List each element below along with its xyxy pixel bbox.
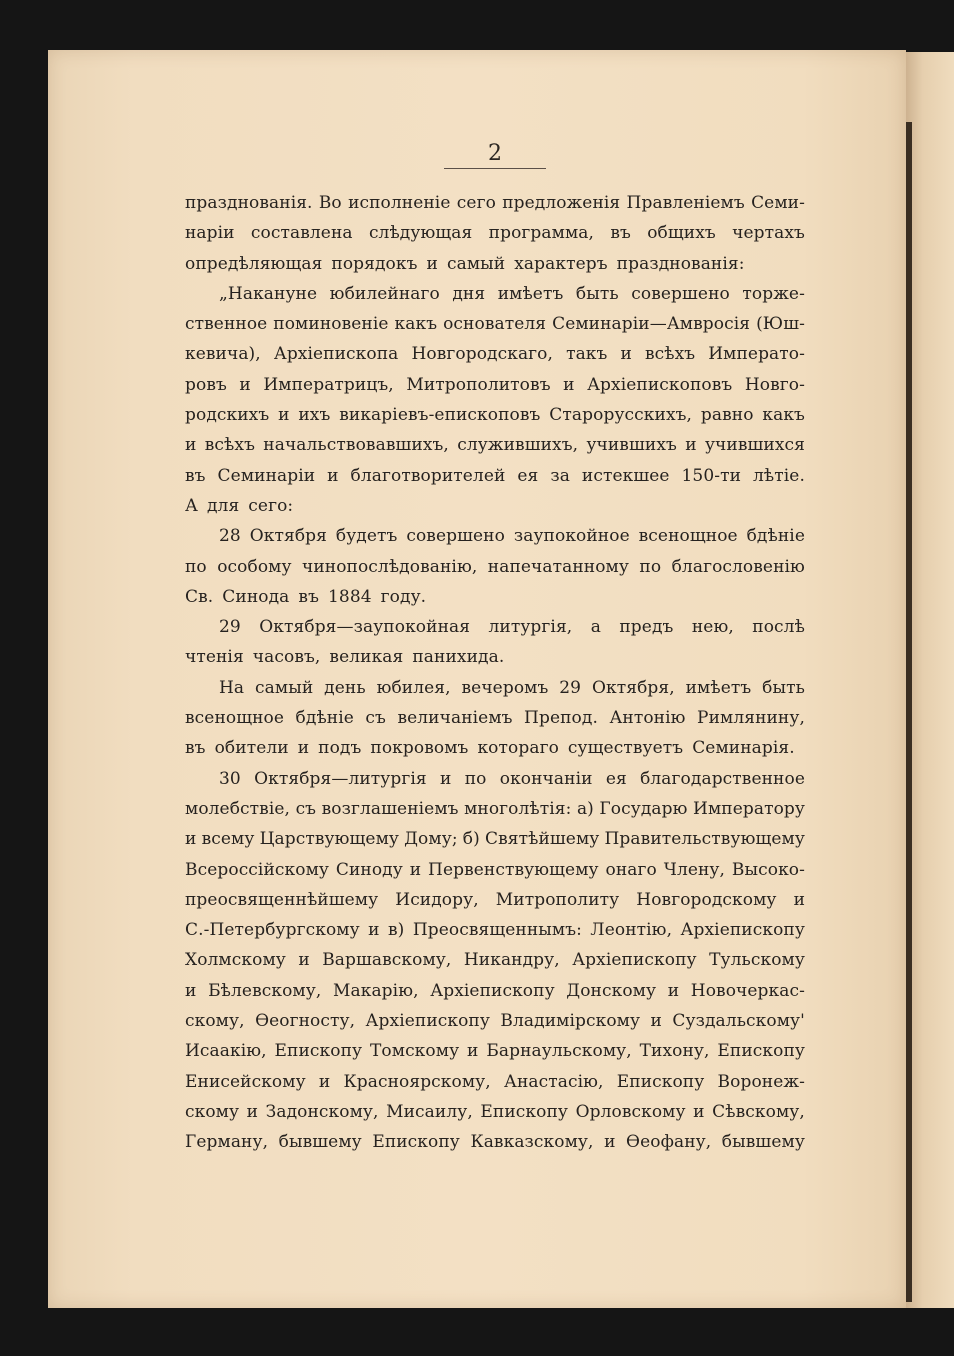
text-line: 30 Октября—литургія и по окончаніи ея благодарственное	[219, 768, 805, 789]
text-line: кевича), Архіепископа Новгородскаго, такъ и всѣхъ Императо-	[185, 344, 805, 365]
text-line: родскихъ и ихъ викаріевъ-епископовъ Старорусскихъ, равно какъ	[185, 405, 805, 426]
text-line: всенощное бдѣніе съ величаніемъ Препод. Антонію Римлянину,	[185, 708, 805, 729]
text-line: въ Семинаріи и благотворителей ея за истекшее 150-ти лѣтіе.	[185, 465, 805, 486]
text-line: и всѣхъ начальствовавшихъ, служившихъ, учившихъ и учившихся	[185, 435, 805, 456]
text-line: празднованія. Во исполненіе сего предложенія Правленіемъ Семи-	[185, 193, 805, 213]
adjacent-page-edge	[906, 52, 954, 1308]
text-line: Исаакію, Епископу Томскому и Барнаульскому, Тихону, Епископу	[185, 1041, 805, 1062]
text-line: скому и Задонскому, Мисаилу, Епископу Орловскому и Сѣвскому,	[185, 1101, 805, 1122]
text-line: „Накануне юбилейнаго дня имѣетъ быть совершено торже-	[219, 283, 805, 304]
text-line: 28 Октября будетъ совершено заупокойное всенощное бдѣніе	[219, 526, 805, 547]
text-line: опредѣляющая порядокъ и самый характеръ празднованія:	[185, 253, 745, 274]
body-text	[185, 188, 805, 1158]
text-line: ровъ и Императрицъ, Митрополитовъ и Архіепископовъ Новго-	[185, 374, 805, 395]
text-line: С.-Петербургскому и в) Преосвященнымъ: Леонтію, Архіепископу	[185, 920, 805, 941]
text-line: скому, Ѳеогносту, Архіепископу Владимірскому и Суздальскому'	[185, 1011, 805, 1032]
page-edge-shadow	[906, 122, 912, 1302]
text-line: и всему Царствующему Дому; б) Святѣйшему Правительствующему	[185, 829, 805, 850]
text-line: А для сего:	[185, 495, 294, 516]
text-line: молебствіе, съ возглашеніемъ многолѣтія: а) Государю Императору	[185, 798, 805, 819]
text-line: Енисейскому и Красноярскому, Анастасію, Епископу Воронеж-	[185, 1071, 805, 1092]
text-line: наріи составлена слѣдующая программа, въ общихъ чертахъ	[185, 223, 805, 244]
text-line: и Бѣлевскому, Макарію, Архіепископу Донскому и Новочеркас-	[185, 980, 805, 1001]
text-line: чтенія часовъ, великая панихида.	[185, 647, 505, 668]
text-line: преосвященнѣйшему Исидору, Митрополиту Новгородскому и	[185, 889, 805, 910]
text-line: Всероссійскому Синоду и Первенствующему онаго Члену, Высоко-	[185, 859, 805, 880]
text-line: На самый день юбилея, вечеромъ 29 Октября, имѣетъ быть	[219, 677, 805, 698]
text-line: 29 Октября—заупокойная литургія, а предъ нею, послѣ	[219, 617, 805, 638]
text-line: Св. Синода въ 1884 году.	[185, 586, 427, 607]
text-line: Герману, бывшему Епископу Кавказскому, и Ѳеофану, бывшему	[185, 1132, 805, 1153]
text-line: Холмскому и Варшавскому, Никандру, Архіепископу Тульскому	[185, 950, 805, 971]
page-number-rule	[444, 168, 546, 169]
text-line: по особому чинопослѣдованію, напечатанному по благословенію	[185, 556, 805, 577]
text-line: въ обители и подъ покровомъ котораго существуетъ Семинарія.	[185, 738, 795, 759]
text-line: ственное поминовеніе какъ основателя Семинаріи—Амвросія (Юш-	[185, 314, 805, 335]
page-number: 2	[488, 141, 502, 166]
